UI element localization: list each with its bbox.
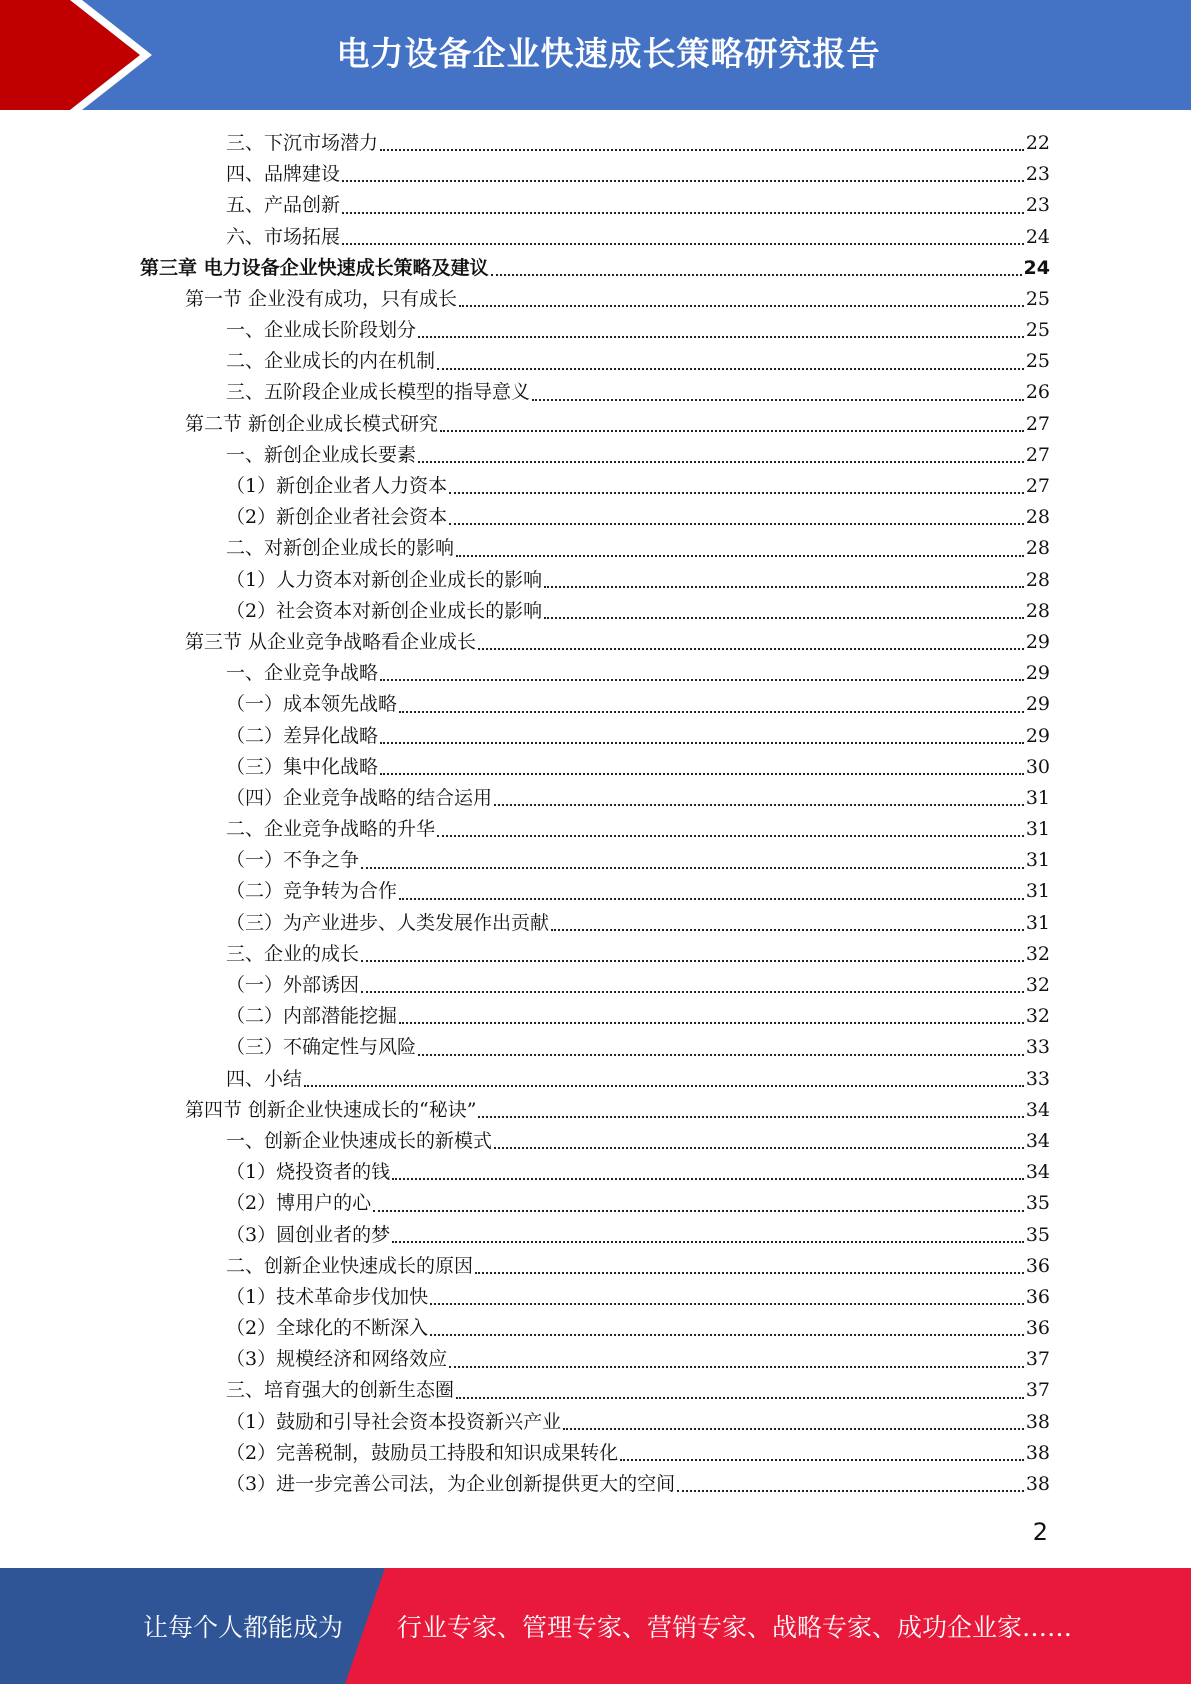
toc-entry-title: （一）成本领先战略 xyxy=(226,693,398,716)
toc-entry-title: （3）圆创业者的梦 xyxy=(226,1223,391,1246)
toc-entry-page: 38 xyxy=(1025,1473,1050,1496)
toc-entry-title: （2）博用户的心 xyxy=(226,1192,372,1215)
toc-entry[interactable] xyxy=(140,440,1050,471)
toc-leader-dots xyxy=(459,305,1024,307)
toc-leader-dots xyxy=(437,368,1024,370)
toc-entry-page: 25 xyxy=(1025,350,1050,373)
toc-leader-dots xyxy=(380,773,1024,775)
toc-leader-dots xyxy=(380,149,1024,151)
toc-entry-page: 37 xyxy=(1025,1379,1050,1402)
toc-entry[interactable] xyxy=(140,658,1050,689)
toc-entry-title: 三、下沉市场潜力 xyxy=(226,131,379,154)
toc-entry-title: （3）进一步完善公司法，为企业创新提供更大的空间 xyxy=(226,1473,676,1496)
toc-leader-dots xyxy=(532,399,1024,401)
toc-entry-page: 24 xyxy=(1025,225,1050,248)
toc-leader-dots xyxy=(342,243,1024,245)
toc-entry[interactable] xyxy=(140,908,1050,939)
toc-entry[interactable] xyxy=(140,1376,1050,1407)
toc-entry[interactable] xyxy=(140,471,1050,502)
toc-entry[interactable] xyxy=(140,814,1050,845)
toc-leader-dots xyxy=(551,929,1024,931)
toc-entry-title: （2）社会资本对新创企业成长的影响 xyxy=(226,599,543,622)
toc-entry[interactable] xyxy=(140,752,1050,783)
footer-slogan-left: 让每个人都能成为 xyxy=(143,1613,344,1642)
toc-leader-dots xyxy=(399,898,1024,900)
toc-entry[interactable] xyxy=(140,1282,1050,1313)
toc-entry-page: 32 xyxy=(1025,942,1050,965)
toc-entry-title: 二、企业竞争战略的升华 xyxy=(226,818,436,841)
toc-entry[interactable] xyxy=(140,1001,1050,1032)
toc-entry-title: （三）不确定性与风险 xyxy=(226,1036,417,1059)
toc-leader-dots xyxy=(456,1397,1024,1399)
toc-entry-page: 36 xyxy=(1025,1317,1050,1340)
toc-entry-page: 31 xyxy=(1025,786,1050,809)
toc-leader-dots xyxy=(342,212,1024,214)
toc-leader-dots xyxy=(304,1085,1024,1087)
toc-entry-title: （1）新创企业者人力资本 xyxy=(226,475,448,498)
toc-entry-page: 23 xyxy=(1025,194,1050,217)
toc-entry[interactable] xyxy=(140,1469,1050,1500)
toc-entry[interactable] xyxy=(140,1064,1050,1095)
toc-leader-dots xyxy=(449,1366,1024,1368)
toc-leader-dots xyxy=(478,648,1024,650)
toc-entry-title: 一、企业竞争战略 xyxy=(226,662,379,685)
toc-entry[interactable] xyxy=(140,315,1050,346)
toc-leader-dots xyxy=(430,1334,1024,1336)
toc-entry[interactable] xyxy=(140,284,1050,315)
toc-entry-title: 二、对新创企业成长的影响 xyxy=(226,537,455,560)
toc-entry-page: 31 xyxy=(1025,911,1050,934)
toc-entry-page: 27 xyxy=(1025,443,1050,466)
toc-entry-title: 一、企业成长阶段划分 xyxy=(226,319,417,342)
toc-entry-title: （三）为产业进步、人类发展作出贡献 xyxy=(226,911,550,934)
toc-entry-title: （1）烧投资者的钱 xyxy=(226,1161,391,1184)
toc-entry-page: 31 xyxy=(1025,818,1050,841)
toc-leader-dots xyxy=(399,711,1024,713)
toc-entry-page: 31 xyxy=(1025,849,1050,872)
toc-entry-title: 六、市场拓展 xyxy=(226,225,341,248)
toc-entry[interactable] xyxy=(140,190,1050,221)
page-number: 2 xyxy=(1032,1518,1048,1546)
toc-entry-title: （四）企业竞争战略的结合运用 xyxy=(226,786,493,809)
toc-leader-dots xyxy=(440,430,1024,432)
toc-entry-title: 第一节 企业没有成功，只有成长 xyxy=(185,287,458,310)
toc-entry[interactable] xyxy=(140,533,1050,564)
toc-leader-dots xyxy=(380,742,1024,744)
toc-entry-title: 二、创新企业快速成长的原因 xyxy=(226,1254,474,1277)
toc-entry-page: 22 xyxy=(1025,131,1050,154)
toc-entry-title: （三）集中化战略 xyxy=(226,755,379,778)
toc-entry-page: 34 xyxy=(1025,1161,1050,1184)
toc-entry-title: 三、企业的成长 xyxy=(226,942,360,965)
toc-entry-page: 35 xyxy=(1025,1223,1050,1246)
toc-leader-dots xyxy=(380,679,1024,681)
toc-entry-title: 一、新创企业成长要素 xyxy=(226,443,417,466)
toc-entry-page: 29 xyxy=(1025,662,1050,685)
toc-leader-dots xyxy=(449,523,1024,525)
toc-entry-title: 二、企业成长的内在机制 xyxy=(226,350,436,373)
toc-entry[interactable] xyxy=(140,627,1050,658)
toc-entry-page: 38 xyxy=(1025,1410,1050,1433)
toc-leader-dots xyxy=(449,492,1024,494)
toc-entry[interactable] xyxy=(140,253,1050,284)
toc-leader-dots xyxy=(494,804,1024,806)
toc-entry-title: （二）竞争转为合作 xyxy=(226,880,398,903)
toc-leader-dots xyxy=(361,960,1024,962)
toc-entry-title: （1）鼓励和引导社会资本投资新兴产业 xyxy=(226,1410,562,1433)
report-title: 电力设备企业快速成长策略研究报告 xyxy=(336,34,881,73)
toc-entry[interactable] xyxy=(140,222,1050,253)
toc-entry-page: 28 xyxy=(1025,599,1050,622)
toc-entry[interactable] xyxy=(140,1032,1050,1063)
toc-leader-dots xyxy=(430,1303,1024,1305)
toc-entry-page: 26 xyxy=(1025,381,1050,404)
toc-entry-title: （2）全球化的不断深入 xyxy=(226,1317,429,1340)
page-header xyxy=(0,0,1191,110)
toc-entry[interactable] xyxy=(140,1188,1050,1219)
toc-entry-page: 28 xyxy=(1025,537,1050,560)
toc-entry-title: 第四节 创新企业快速成长的“秘诀” xyxy=(185,1098,477,1121)
toc-leader-dots xyxy=(399,1022,1024,1024)
toc-leader-dots xyxy=(418,336,1024,338)
toc-entry[interactable] xyxy=(140,1251,1050,1282)
toc-entry-page: 33 xyxy=(1025,1036,1050,1059)
table-of-contents xyxy=(140,128,1050,1500)
toc-entry[interactable] xyxy=(140,689,1050,720)
toc-entry-title: 第二节 新创企业成长模式研究 xyxy=(185,412,439,435)
toc-entry-page: 32 xyxy=(1025,1005,1050,1028)
toc-leader-dots xyxy=(418,461,1024,463)
toc-entry[interactable] xyxy=(140,1095,1050,1126)
toc-leader-dots xyxy=(478,1116,1023,1118)
toc-entry-title: 三、五阶段企业成长模型的指导意义 xyxy=(226,381,531,404)
toc-entry-page: 30 xyxy=(1025,755,1050,778)
toc-entry-page: 29 xyxy=(1025,630,1050,653)
toc-entry[interactable] xyxy=(140,128,1050,159)
toc-entry-page: 34 xyxy=(1025,1098,1050,1121)
toc-entry[interactable] xyxy=(140,1344,1050,1375)
toc-entry[interactable] xyxy=(140,1313,1050,1344)
toc-entry-title: （二）差异化战略 xyxy=(226,724,379,747)
toc-entry-title: （3）规模经济和网络效应 xyxy=(226,1348,448,1371)
toc-entry[interactable] xyxy=(140,783,1050,814)
toc-leader-dots xyxy=(494,1147,1024,1149)
toc-entry-page: 24 xyxy=(1023,256,1050,279)
toc-leader-dots xyxy=(475,1272,1024,1274)
toc-entry-page: 34 xyxy=(1025,1129,1050,1152)
toc-leader-dots xyxy=(677,1490,1024,1492)
toc-entry-title: 三、培育强大的创新生态圈 xyxy=(226,1379,455,1402)
toc-entry-page: 38 xyxy=(1025,1441,1050,1464)
toc-leader-dots xyxy=(392,1178,1024,1180)
footer-slogan-right: 行业专家、管理专家、营销专家、战略专家、成功企业家…… xyxy=(397,1613,1073,1642)
toc-entry-page: 36 xyxy=(1025,1254,1050,1277)
toc-leader-dots xyxy=(563,1428,1024,1430)
toc-leader-dots xyxy=(361,991,1024,993)
toc-entry[interactable] xyxy=(140,970,1050,1001)
toc-leader-dots xyxy=(491,274,1022,276)
toc-leader-dots xyxy=(361,867,1024,869)
toc-entry-title: 四、小结 xyxy=(226,1067,303,1090)
page-footer xyxy=(0,1568,1191,1684)
toc-entry[interactable] xyxy=(140,596,1050,627)
toc-entry-page: 35 xyxy=(1025,1192,1050,1215)
toc-entry-page: 27 xyxy=(1025,412,1050,435)
toc-entry-page: 29 xyxy=(1025,693,1050,716)
toc-entry-page: 27 xyxy=(1025,475,1050,498)
toc-entry-page: 23 xyxy=(1025,163,1050,186)
toc-leader-dots xyxy=(620,1459,1024,1461)
toc-entry[interactable] xyxy=(140,939,1050,970)
toc-entry-title: （1）技术革命步伐加快 xyxy=(226,1285,429,1308)
toc-entry-page: 33 xyxy=(1025,1067,1050,1090)
toc-entry[interactable] xyxy=(140,1438,1050,1469)
toc-entry[interactable] xyxy=(140,502,1050,533)
toc-entry-title: 第三章 电力设备企业快速成长策略及建议 xyxy=(140,256,489,279)
toc-entry-title: 一、创新企业快速成长的新模式 xyxy=(226,1129,493,1152)
toc-leader-dots xyxy=(342,180,1024,182)
toc-entry-title: （一）不争之争 xyxy=(226,849,360,872)
toc-entry[interactable] xyxy=(140,1157,1050,1188)
toc-leader-dots xyxy=(373,1210,1024,1212)
toc-entry-page: 29 xyxy=(1025,724,1050,747)
toc-entry[interactable] xyxy=(140,346,1050,377)
toc-leader-dots xyxy=(544,617,1024,619)
toc-entry-title: （2）完善税制，鼓励员工持股和知识成果转化 xyxy=(226,1441,619,1464)
toc-entry-title: 第三节 从企业竞争战略看企业成长 xyxy=(185,630,477,653)
toc-leader-dots xyxy=(456,555,1024,557)
toc-entry[interactable] xyxy=(140,565,1050,596)
toc-entry[interactable] xyxy=(140,721,1050,752)
toc-entry-page: 25 xyxy=(1025,319,1050,342)
toc-entry-title: 四、品牌建设 xyxy=(226,163,341,186)
toc-entry[interactable] xyxy=(140,409,1050,440)
toc-entry-page: 28 xyxy=(1025,506,1050,529)
toc-entry-title: 五、产品创新 xyxy=(226,194,341,217)
toc-entry-title: （二）内部潜能挖掘 xyxy=(226,1005,398,1028)
toc-entry[interactable] xyxy=(140,1407,1050,1438)
toc-leader-dots xyxy=(544,586,1024,588)
toc-entry[interactable] xyxy=(140,877,1050,908)
toc-leader-dots xyxy=(437,835,1024,837)
toc-entry-title: （一）外部诱因 xyxy=(226,974,360,997)
toc-entry-page: 36 xyxy=(1025,1285,1050,1308)
toc-entry[interactable] xyxy=(140,1126,1050,1157)
toc-entry[interactable] xyxy=(140,159,1050,190)
toc-entry-page: 25 xyxy=(1025,287,1050,310)
toc-entry-page: 28 xyxy=(1025,568,1050,591)
toc-entry-page: 31 xyxy=(1025,880,1050,903)
toc-entry[interactable] xyxy=(140,1220,1050,1251)
toc-entry-page: 32 xyxy=(1025,974,1050,997)
toc-leader-dots xyxy=(418,1054,1024,1056)
toc-entry[interactable] xyxy=(140,378,1050,409)
toc-leader-dots xyxy=(392,1241,1024,1243)
toc-entry-page: 37 xyxy=(1025,1348,1050,1371)
toc-entry-title: （2）新创企业者社会资本 xyxy=(226,506,448,529)
toc-entry-title: （1）人力资本对新创企业成长的影响 xyxy=(226,568,543,591)
toc-entry[interactable] xyxy=(140,845,1050,876)
